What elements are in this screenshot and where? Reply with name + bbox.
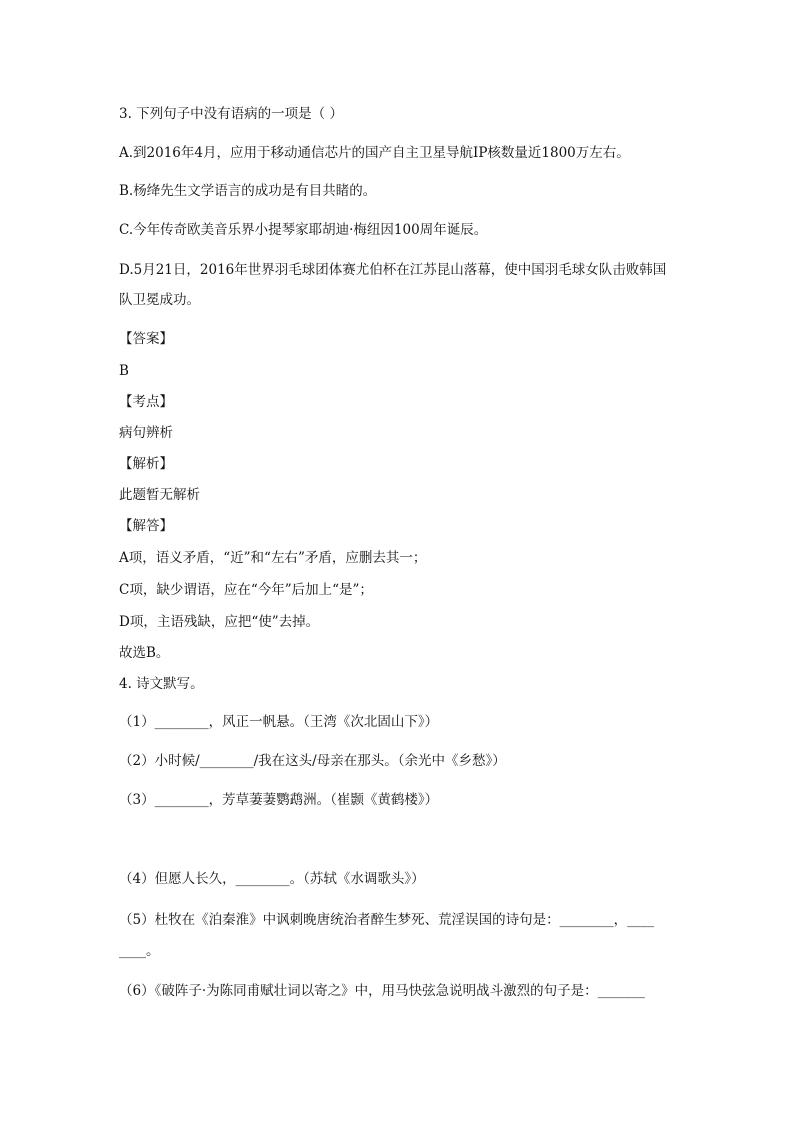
point-value: 病句辨析 xyxy=(119,425,173,441)
question-4-title: 4. 诗文默写。 xyxy=(119,676,204,692)
poem-item-1: （1）________，风正一帆悬。（王湾《次北固山下》） xyxy=(119,714,439,730)
poem-item-2: （2）小时候/________/我在这头/母亲在那头。（余光中《乡愁》） xyxy=(119,753,506,769)
option-a: A.到2016年4月，应用于移动通信芯片的国产自主卫星导航IP核数量近1800万左右。 xyxy=(119,145,630,161)
analysis-heading: 【解析】 xyxy=(119,456,173,472)
solution-d: D项，主语残缺，应把“使”去掉。 xyxy=(119,614,320,630)
conclusion: 故选B。 xyxy=(119,645,170,661)
point-heading: 【考点】 xyxy=(119,394,173,410)
question-3-title: 3. 下列句子中没有语病的一项是（ ） xyxy=(119,106,343,122)
solution-a: A项，语义矛盾，“近”和“左右”矛盾，应删去其一； xyxy=(119,550,427,566)
answer-value: B xyxy=(119,363,129,379)
option-c: C.今年传奇欧美音乐界小提琴家耶胡迪·梅纽因100周年诞辰。 xyxy=(119,222,488,238)
solution-c: C项，缺少谓语，应在“今年”后加上“是”； xyxy=(119,582,373,598)
poem-item-3: （3）________，芳草萋萋鹦鹉洲。（崔颢《黄鹤楼》） xyxy=(119,792,439,808)
analysis-value: 此题暂无解析 xyxy=(119,487,200,503)
option-b: B.杨绛先生文学语言的成功是有目共睹的。 xyxy=(119,183,377,199)
answer-heading: 【答案】 xyxy=(119,331,173,347)
poem-item-4: （4）但愿人长久，________。（苏轼《水调歌头》） xyxy=(119,871,425,887)
solution-heading: 【解答】 xyxy=(119,518,173,534)
poem-item-5-line-2: ____。 xyxy=(119,943,160,959)
option-d-line-2: 队卫冕成功。 xyxy=(119,292,200,308)
poem-item-5-line-1: （5）杜牧在《泊秦淮》中讽刺晚唐统治者醉生梦死、荒淫误国的诗句是：________，____ xyxy=(119,912,655,928)
poem-item-6: （6）《破阵子·为陈同甫赋壮词以寄之》中，用马快弦急说明战斗激烈的句子是：_______ xyxy=(119,983,645,999)
option-d-line-1: D.5月21日，2016年世界羽毛球团体赛尤伯杯在江苏昆山落幕，使中国羽毛球女队击败韩国 xyxy=(119,262,667,278)
